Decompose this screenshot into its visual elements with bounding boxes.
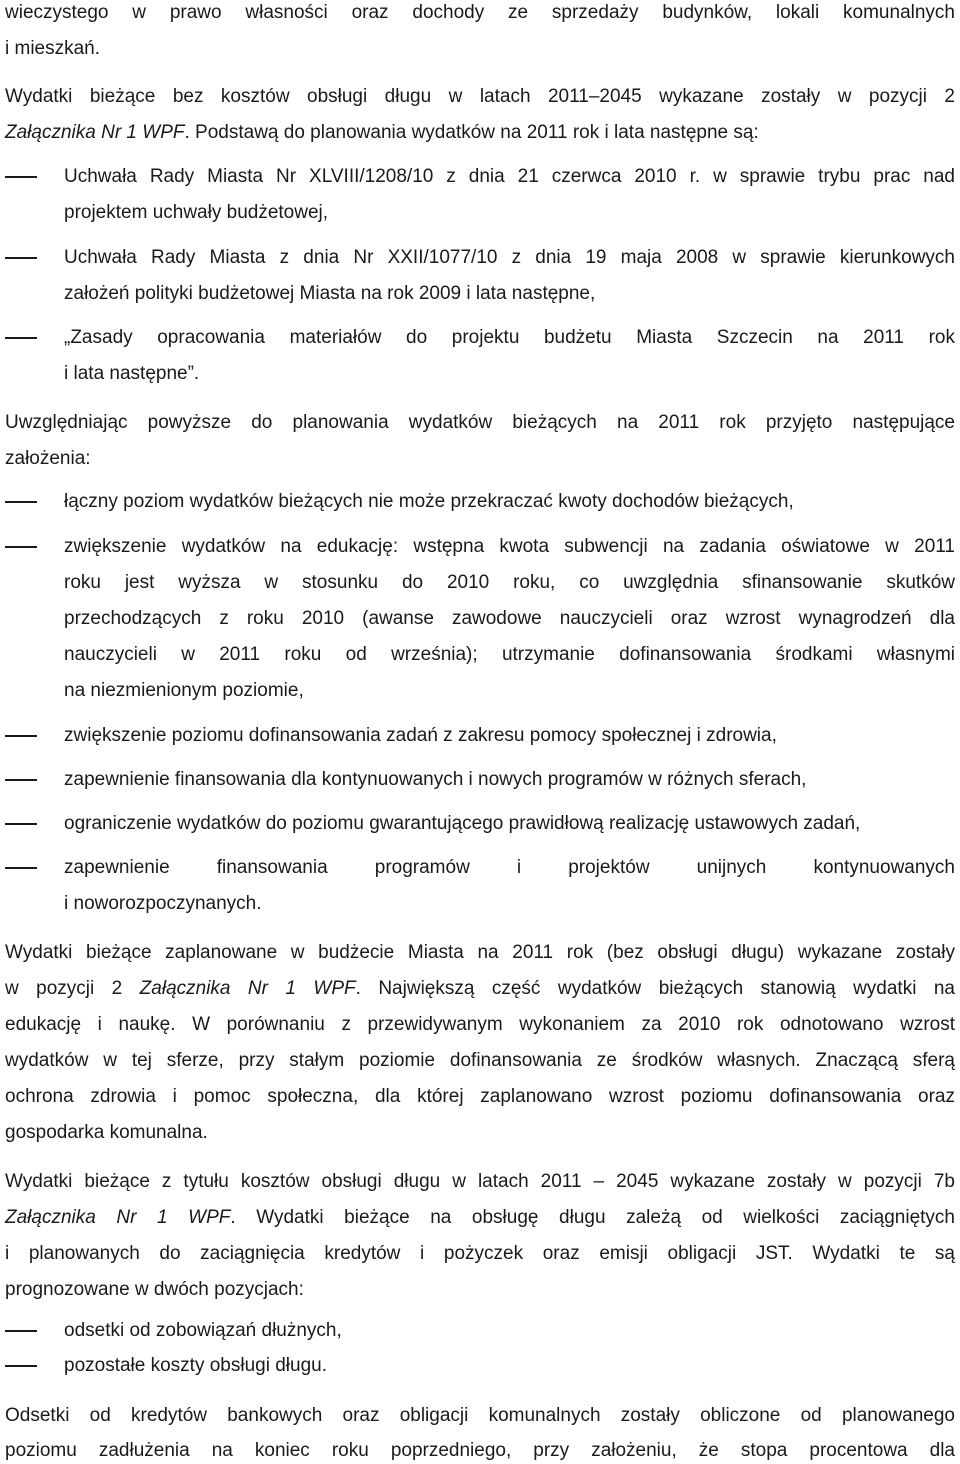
list-bullet-dash	[5, 867, 37, 869]
paragraph-line	[5, 122, 955, 144]
paragraph-line: prognozowane w dwóch pozycjach:	[5, 1279, 304, 1300]
list-item-line: pozostałe koszty obsługi długu.	[64, 1355, 327, 1376]
list-item-line: zwiększenie wydatków na edukację: wstępna kwota subwencji na zadania oświatowe w 2011	[64, 536, 955, 557]
list-item-line: ograniczenie wydatków do poziomu gwarantującego prawidłową realizację ustawowych zadań,	[64, 813, 861, 834]
paragraph-line: Wydatki bieżące z tytułu kosztów obsługi długu w latach 2011 – 2045 wykazane zostały w pozycji 7b	[5, 1171, 955, 1192]
text-run: . Podstawą do planowania wydatków na 2011 rok i lata następne są:	[184, 122, 759, 143]
list-item-line: założeń polityki budżetowej Miasta na rok 2009 i lata następne,	[64, 283, 596, 304]
list-bullet-dash	[5, 337, 37, 339]
list-item-line: nauczycieli w 2011 roku od września); utrzymanie dofinansowania środkami własnymi	[64, 644, 955, 665]
text-run: . Największą część wydatków bieżących stanowią wydatki na	[355, 978, 955, 999]
paragraph-line: wydatków w tej sferze, przy stałym poziomie dofinansowania ze środków własnych. Znaczącą sferą	[5, 1050, 955, 1071]
annex-reference: Załącznika Nr 1 WPF	[139, 978, 356, 999]
list-item-line: Uchwała Rady Miasta Nr XLVIII/1208/10 z dnia 21 czerwca 2010 r. w sprawie trybu prac nad	[64, 166, 955, 187]
text-run: . Wydatki bieżące na obsługę długu zależą od wielkości zaciągniętych	[230, 1207, 955, 1228]
paragraph-line: Odsetki od kredytów bankowych oraz obligacji komunalnych zostały obliczone od planowanego	[5, 1405, 955, 1426]
list-bullet-dash	[5, 176, 37, 178]
list-item-line: projektem uchwały budżetowej,	[64, 202, 329, 223]
paragraph-line	[5, 1207, 955, 1229]
list-bullet-dash	[5, 501, 37, 503]
paragraph-line: Wydatki bieżące bez kosztów obsługi długu w latach 2011–2045 wykazane zostały w pozycji 2	[5, 86, 955, 107]
paragraph-line: założenia:	[5, 448, 91, 469]
list-item-line: zapewnienie finansowania dla kontynuowanych i nowych programów w różnych sferach,	[64, 769, 807, 790]
paragraph-line: i mieszkań.	[5, 38, 101, 59]
list-item-line: i noworozpoczynanych.	[64, 893, 262, 914]
paragraph-line: wieczystego w prawo własności oraz dochody ze sprzedaży budynków, lokali komunalnych	[5, 2, 955, 23]
list-bullet-dash	[5, 735, 37, 737]
list-bullet-dash	[5, 1365, 37, 1367]
list-item-line: „Zasady opracowania materiałów do projektu budżetu Miasta Szczecin na 2011 rok	[64, 327, 955, 348]
list-bullet-dash	[5, 1330, 37, 1332]
paragraph-line: Uwzględniając powyższe do planowania wydatków bieżących na 2011 rok przyjęto następujące	[5, 412, 955, 433]
list-bullet-dash	[5, 546, 37, 548]
list-item-line: zwiększenie poziomu dofinansowania zadań z zakresu pomocy społecznej i zdrowia,	[64, 725, 777, 746]
text-run: w pozycji 2	[5, 978, 140, 999]
paragraph-line: Wydatki bieżące zaplanowane w budżecie Miasta na 2011 rok (bez obsługi długu) wykazane zostały	[5, 942, 955, 963]
paragraph-line: ochrona zdrowia i pomoc społeczna, dla której zaplanowano wzrost poziomu dofinansowania oraz	[5, 1086, 955, 1107]
list-item-line: na niezmienionym poziomie,	[64, 680, 304, 701]
annex-reference: Załącznika Nr 1 WPF	[5, 1207, 231, 1228]
list-item-line: łączny poziom wydatków bieżących nie może przekraczać kwoty dochodów bieżących,	[64, 491, 794, 512]
list-bullet-dash	[5, 779, 37, 781]
paragraph-line: poziomu zadłużenia na koniec roku poprzedniego, przy założeniu, że stopa procentowa dla	[5, 1440, 955, 1461]
list-item-line: zapewnienie finansowania programów i projektów unijnych kontynuowanych	[64, 857, 955, 878]
list-item-line: Uchwała Rady Miasta z dnia Nr XXII/1077/10 z dnia 19 maja 2008 w sprawie kierunkowych	[64, 247, 955, 268]
list-item-line: roku jest wyższa w stosunku do 2010 roku, co uwzględnia sfinansowanie skutków	[64, 572, 955, 593]
list-item-line: i lata następne”.	[64, 363, 200, 384]
paragraph-line	[5, 978, 955, 1000]
paragraph-line: i planowanych do zaciągnięcia kredytów i pożyczek oraz emisji obligacji JST. Wydatki te są	[5, 1243, 955, 1264]
list-item-line: przechodzących z roku 2010 (awanse zawodowe nauczycieli oraz wzrost wynagrodzeń dla	[64, 608, 955, 629]
paragraph-line: gospodarka komunalna.	[5, 1122, 208, 1143]
paragraph-line: edukację i naukę. W porównaniu z przewidywanym wykonaniem za 2010 rok odnotowano wzrost	[5, 1014, 955, 1035]
list-bullet-dash	[5, 823, 37, 825]
list-bullet-dash	[5, 257, 37, 259]
list-item-line: odsetki od zobowiązań dłużnych,	[64, 1320, 342, 1341]
annex-reference: Załącznika Nr 1 WPF	[5, 122, 185, 143]
